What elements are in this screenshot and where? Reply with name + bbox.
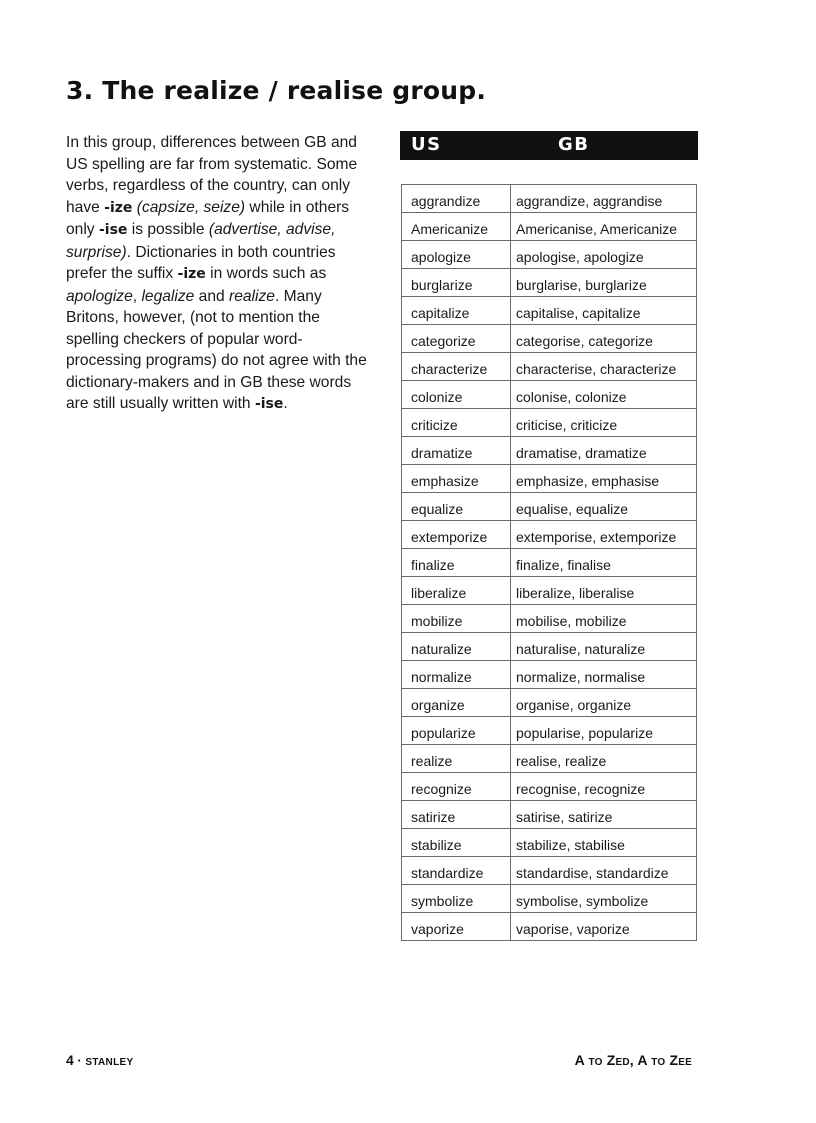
- intro-paragraph: [66, 132, 371, 416]
- us-spelling-cell: finalize: [402, 549, 511, 577]
- table-row: [402, 689, 697, 717]
- us-spelling-cell: stabilize: [402, 829, 511, 857]
- table-row: [402, 717, 697, 745]
- intro-text: In this group, differences between GB and US spelling are far from systematic. Some verbs, regardless of the country, can only have: [66, 134, 358, 216]
- gb-spelling-cell: realise, realize: [511, 745, 697, 773]
- table-row: [402, 829, 697, 857]
- us-spelling-cell: realize: [402, 745, 511, 773]
- us-spelling-cell: mobilize: [402, 605, 511, 633]
- us-spelling-cell: Americanize: [402, 213, 511, 241]
- table-row: [402, 185, 697, 213]
- table-row: [402, 409, 697, 437]
- us-spelling-cell: liberalize: [402, 577, 511, 605]
- table-row: [402, 633, 697, 661]
- table-row: [402, 885, 697, 913]
- table-row: [402, 381, 697, 409]
- gb-spelling-cell: dramatise, dramatize: [511, 437, 697, 465]
- gb-spelling-cell: organise, organize: [511, 689, 697, 717]
- gb-spelling-cell: recognise, recognize: [511, 773, 697, 801]
- gb-spelling-cell: equalise, equalize: [511, 493, 697, 521]
- table-row: [402, 269, 697, 297]
- example-words: (capsize, seize): [132, 198, 246, 216]
- us-spelling-cell: criticize: [402, 409, 511, 437]
- intro-text: and: [194, 287, 230, 305]
- us-spelling-cell: burglarize: [402, 269, 511, 297]
- footer-book-title: A to Zed, A to Zee: [574, 1052, 692, 1068]
- gb-spelling-cell: stabilize, stabilise: [511, 829, 697, 857]
- gb-spelling-cell: popularise, popularize: [511, 717, 697, 745]
- example-word: realize: [229, 287, 275, 305]
- us-spelling-cell: recognize: [402, 773, 511, 801]
- table-row: [402, 661, 697, 689]
- intro-text: while in others only: [66, 198, 350, 238]
- gb-spelling-cell: symbolise, symbolize: [511, 885, 697, 913]
- intro-text: . Dictionaries in both countries prefer the suffix: [66, 243, 336, 282]
- gb-spelling-cell: liberalize, liberalise: [511, 577, 697, 605]
- gb-spelling-cell: colonise, colonize: [511, 381, 697, 409]
- table-row: [402, 437, 697, 465]
- table-row: [402, 801, 697, 829]
- gb-spelling-cell: vaporise, vaporize: [511, 913, 697, 941]
- suffix-ise: -ise: [254, 396, 284, 412]
- table-row: [402, 213, 697, 241]
- intro-text: .: [283, 395, 288, 412]
- table-row: [402, 465, 697, 493]
- table-row: [402, 493, 697, 521]
- table-row: [402, 241, 697, 269]
- table-row: [402, 297, 697, 325]
- us-spelling-cell: capitalize: [402, 297, 511, 325]
- table-row: [402, 913, 697, 941]
- us-spelling-cell: naturalize: [402, 633, 511, 661]
- us-spelling-cell: aggrandize: [402, 185, 511, 213]
- us-spelling-cell: categorize: [402, 325, 511, 353]
- intro-text: . Many Britons, however, (not to mention the spelling checkers of popular word-processing programs) do not agree with the dictionary-makers and in GB these words are still usually written with: [66, 287, 367, 412]
- gb-spelling-cell: mobilise, mobilize: [511, 605, 697, 633]
- gb-spelling-cell: characterise, characterize: [511, 353, 697, 381]
- gb-spelling-cell: burglarise, burglarize: [511, 269, 697, 297]
- example-word: legalize: [141, 287, 195, 305]
- gb-spelling-cell: aggrandize, aggrandise: [511, 185, 697, 213]
- table-row: [402, 549, 697, 577]
- us-spelling-cell: extemporize: [402, 521, 511, 549]
- us-spelling-cell: symbolize: [402, 885, 511, 913]
- us-spelling-cell: apologize: [402, 241, 511, 269]
- gb-spelling-cell: apologise, apologize: [511, 241, 697, 269]
- table-row: [402, 773, 697, 801]
- suffix-ise: -ise: [98, 222, 128, 238]
- table-row: [402, 857, 697, 885]
- us-spelling-cell: satirize: [402, 801, 511, 829]
- example-word: apologize: [66, 287, 133, 305]
- gb-spelling-cell: Americanise, Americanize: [511, 213, 697, 241]
- us-spelling-cell: characterize: [402, 353, 511, 381]
- spelling-table-body: [402, 185, 697, 941]
- us-spelling-cell: equalize: [402, 493, 511, 521]
- us-spelling-cell: popularize: [402, 717, 511, 745]
- gb-spelling-cell: satirise, satirize: [511, 801, 697, 829]
- table-row: [402, 577, 697, 605]
- gb-spelling-cell: standardise, standardize: [511, 857, 697, 885]
- us-spelling-cell: dramatize: [402, 437, 511, 465]
- intro-text: ,: [132, 287, 142, 305]
- column-header-us: US: [411, 134, 442, 155]
- us-spelling-cell: colonize: [402, 381, 511, 409]
- table-row: [402, 521, 697, 549]
- gb-spelling-cell: capitalise, capitalize: [511, 297, 697, 325]
- gb-spelling-cell: criticise, criticize: [511, 409, 697, 437]
- suffix-ize: -ize: [177, 266, 206, 282]
- footer-author: STANLEY: [85, 1057, 134, 1068]
- gb-spelling-cell: naturalise, naturalize: [511, 633, 697, 661]
- table-header-bar: [400, 131, 698, 160]
- gb-spelling-cell: emphasize, emphasise: [511, 465, 697, 493]
- us-spelling-cell: standardize: [402, 857, 511, 885]
- suffix-ize: -ize: [104, 199, 133, 216]
- gb-spelling-cell: normalize, normalise: [511, 661, 697, 689]
- table-row: [402, 353, 697, 381]
- gb-spelling-cell: extemporise, extemporize: [511, 521, 697, 549]
- us-spelling-cell: organize: [402, 689, 511, 717]
- table-row: [402, 325, 697, 353]
- spelling-table: [401, 184, 697, 941]
- intro-text: in words such as: [205, 265, 327, 282]
- gb-spelling-cell: finalize, finalise: [511, 549, 697, 577]
- example-words: (advertise, advise, surprise): [66, 221, 336, 261]
- us-spelling-cell: emphasize: [402, 465, 511, 493]
- page-number: 4: [66, 1052, 74, 1068]
- gb-spelling-cell: categorise, categorize: [511, 325, 697, 353]
- us-spelling-cell: normalize: [402, 661, 511, 689]
- table-row: [402, 745, 697, 773]
- us-spelling-cell: vaporize: [402, 913, 511, 941]
- footer-separator: ·: [77, 1053, 82, 1068]
- column-header-gb: GB: [558, 134, 590, 155]
- page-heading: 3. The realize / realise group.: [66, 76, 487, 105]
- intro-text: is possible: [127, 221, 209, 238]
- table-row: [402, 605, 697, 633]
- footer-left: [66, 1052, 133, 1068]
